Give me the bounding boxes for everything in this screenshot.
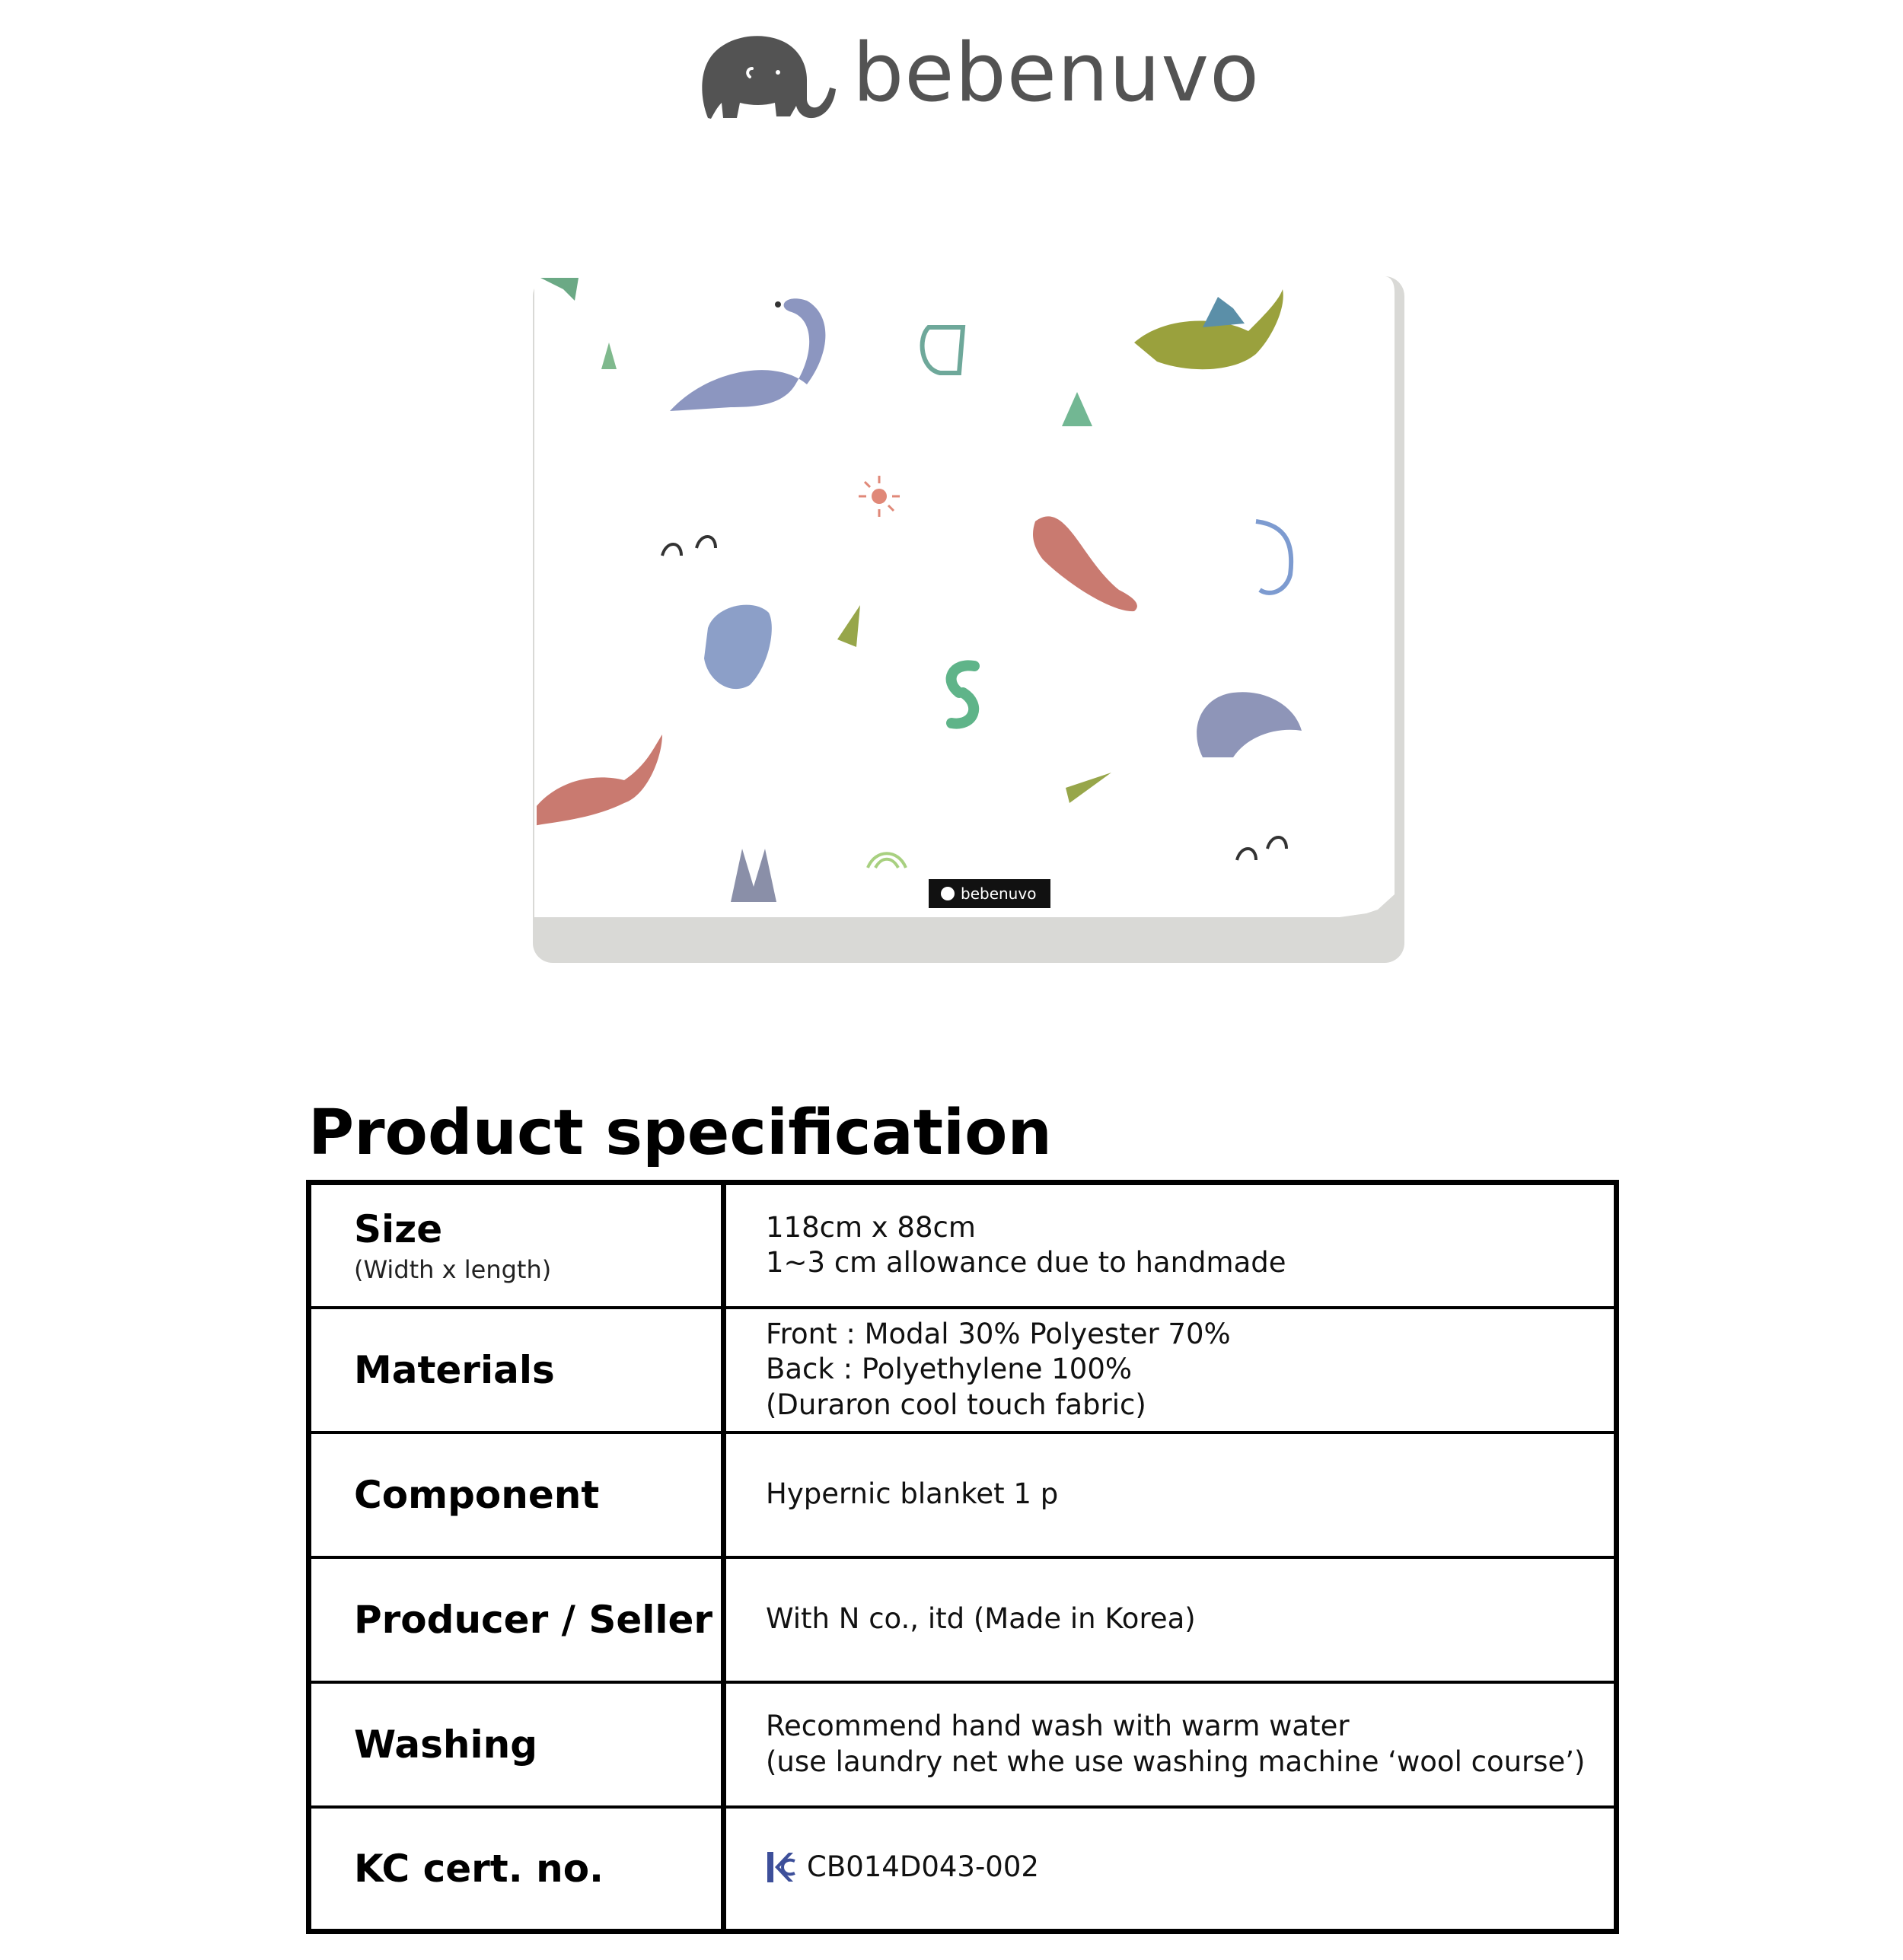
product-image-blanket	[533, 270, 1404, 963]
elephant-icon	[693, 27, 837, 129]
spec-label-cell	[309, 1183, 724, 1308]
table-row	[309, 1807, 1617, 1932]
spec-label-cell	[309, 1433, 724, 1557]
spec-label-cell	[309, 1807, 724, 1932]
brand-name: bebenuvo	[853, 26, 1260, 120]
spec-label: Materials	[354, 1347, 555, 1392]
product-tag-text: bebenuvo	[961, 884, 1037, 903]
brand-header	[693, 26, 1260, 133]
spec-label: KC cert. no.	[354, 1846, 604, 1891]
spec-label-cell	[309, 1557, 724, 1682]
spec-label-cell	[309, 1682, 724, 1807]
spec-value-cell	[724, 1682, 1617, 1807]
spec-value: (Duraron cool touch fabric)	[766, 1388, 1146, 1421]
spec-value: CB014D043-002	[807, 1850, 1039, 1884]
spec-label: Size	[354, 1207, 443, 1252]
table-row	[309, 1308, 1617, 1433]
spec-table	[306, 1180, 1619, 1934]
spec-value-cell	[724, 1807, 1617, 1932]
spec-value-cell	[724, 1557, 1617, 1682]
spec-value: Back : Polyethylene 100%	[766, 1353, 1133, 1386]
table-row	[309, 1433, 1617, 1557]
table-row	[309, 1682, 1617, 1807]
spec-value-cell	[724, 1183, 1617, 1308]
spec-value-cell	[724, 1308, 1617, 1433]
kc-mark-icon	[766, 1850, 796, 1884]
spec-value: Recommend hand wash with warm water	[766, 1710, 1350, 1743]
table-row	[309, 1557, 1617, 1682]
spec-value: (use laundry net whe use washing machine ‘wool course’)	[766, 1745, 1586, 1778]
spec-value: Front : Modal 30% Polyester 70%	[766, 1318, 1231, 1351]
spec-label: Washing	[354, 1722, 537, 1767]
spec-label: Producer / Seller	[354, 1597, 713, 1642]
spec-value: 118cm x 88cm	[766, 1211, 976, 1244]
spec-value: Hypernic blanket 1 p	[766, 1477, 1059, 1511]
kc-cert	[766, 1850, 1039, 1885]
spec-value: With N co., itd (Made in Korea)	[766, 1602, 1196, 1636]
spec-sublabel: (Width x length)	[354, 1255, 552, 1285]
spec-title: Product specification	[308, 1097, 1052, 1169]
spec-value-cell	[724, 1433, 1617, 1557]
spec-label: Component	[354, 1472, 600, 1517]
spec-label-cell	[309, 1308, 724, 1433]
table-row	[309, 1183, 1617, 1308]
spec-value: 1~3 cm allowance due to handmade	[766, 1246, 1286, 1280]
